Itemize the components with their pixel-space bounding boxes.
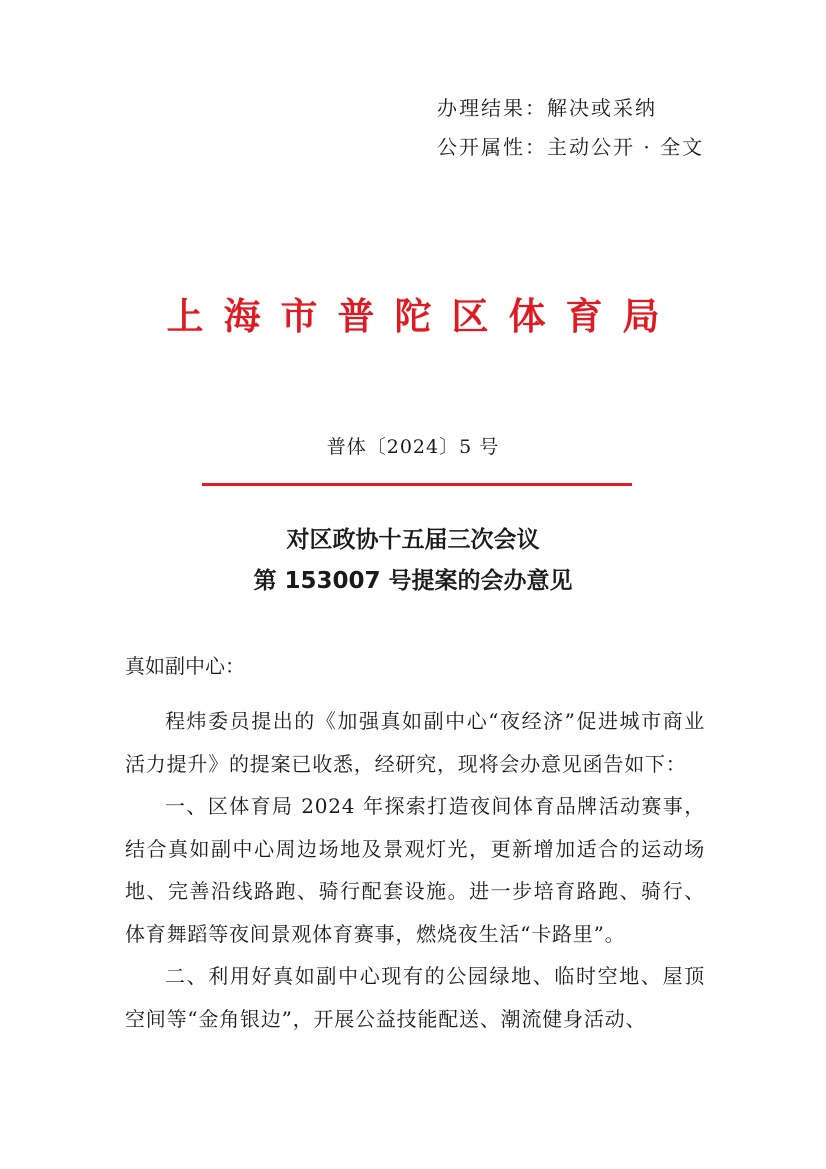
body-paragraph-item-1: 一、区体育局 2024 年探索打造夜间体育品牌活动赛事，结合真如副中心周边场地及景观灯光，更新增加适合的运动场地、完善沿线路跑、骑行配套设施。进一步培育路跑、骑行、体育舞蹈等夜间景观体育赛事，燃烧夜生活“卡路里”。 <box>125 794 705 946</box>
body-paragraph-intro: 程炜委员提出的《加强真如副中心“夜经济”促进城市商业活力提升》的提案已收悉，经研究，现将会办意见函告如下： <box>125 709 705 776</box>
salutation: 真如副中心： <box>125 654 245 678</box>
issuing-organization-title: 上海市普陀区体育局 <box>166 295 680 338</box>
handling-result: 办理结果：解决或采纳 <box>437 96 657 120</box>
disclosure-attribute: 公开属性：主动公开 · 全文 <box>437 135 705 159</box>
document-number: 普体〔2024〕5 号 <box>326 436 500 458</box>
document-body <box>125 700 705 1040</box>
document-title-line-1: 对区政协十五届三次会议 <box>286 527 540 553</box>
red-divider-line <box>202 483 632 486</box>
document-title-line-2: 第 153007 号提案的会办意见 <box>253 568 573 594</box>
body-paragraph-item-2: 二、利用好真如副中心现有的公园绿地、临时空地、屋顶空间等“金角银边”，开展公益技能配送、潮流健身活动、 <box>125 964 705 1031</box>
